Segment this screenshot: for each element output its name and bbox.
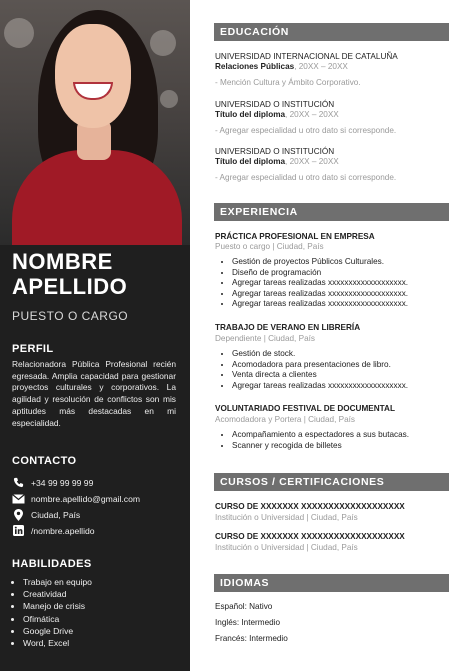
- job-tasks: [222, 430, 409, 451]
- skills-heading: HABILIDADES: [12, 558, 92, 570]
- job-subtitle: Puesto o cargo | Ciudad, País: [215, 242, 324, 251]
- contact-linkedin[interactable]: [12, 525, 95, 536]
- linkedin-icon: [12, 525, 25, 536]
- education-note: - Agregar especialidad u otro dato si corresponde.: [215, 173, 397, 182]
- education-degree: Relaciones Públicas, 20XX – 20XX: [215, 62, 348, 71]
- list-item: • Word, Excel: [23, 637, 92, 649]
- course-institution: Institución o Universidad | Ciudad, País: [215, 543, 358, 552]
- education-school: UNIVERSIDAD O INSTITUCIÓN: [215, 147, 335, 156]
- name-line-2: APELLIDO: [12, 274, 128, 299]
- list-item: • Gestión de proyectos Públicos Culturales.: [232, 257, 408, 268]
- education-heading: EDUCACIÓN: [214, 23, 449, 41]
- education-school: UNIVERSIDAD INTERNACIONAL DE CATALUÑA: [215, 52, 398, 61]
- job-title: PRÁCTICA PROFESIONAL EN EMPRESA: [215, 232, 375, 241]
- contact-linkedin-text: /nombre.apellido: [31, 525, 95, 536]
- profile-photo: [0, 0, 190, 245]
- profile-heading: PERFIL: [12, 343, 54, 355]
- location-pin-icon: [12, 509, 25, 520]
- list-item: • Diseño de programación: [232, 268, 408, 279]
- contact-phone: [12, 477, 93, 488]
- list-item: • Acomodadora para presentaciones de libro.: [232, 360, 408, 371]
- experience-heading: EXPERIENCIA: [214, 203, 449, 221]
- course-institution: Institución o Universidad | Ciudad, País: [215, 513, 358, 522]
- education-degree: Título del diploma, 20XX – 20XX: [215, 157, 339, 166]
- list-item: • Creatividad: [23, 588, 92, 600]
- job-tasks: [222, 257, 408, 310]
- envelope-icon: [12, 493, 25, 504]
- education-note: - Agregar especialidad u otro dato si corresponde.: [215, 126, 397, 135]
- candidate-name: [12, 249, 127, 299]
- contact-email-text: nombre.apellido@gmail.com: [31, 493, 141, 504]
- list-item: • Agregar tareas realizadas xxxxxxxxxxxxxxxxxxx.: [232, 381, 408, 392]
- language-item: Inglés: Intermedio: [215, 618, 281, 627]
- contact-heading: CONTACTO: [12, 455, 77, 467]
- list-item: • Agregar tareas realizadas xxxxxxxxxxxxxxxxxxx.: [232, 289, 408, 300]
- name-line-1: NOMBRE: [12, 249, 113, 274]
- list-item: • Manejo de crisis: [23, 600, 92, 612]
- job-title: TRABAJO DE VERANO EN LIBRERÍA: [215, 323, 361, 332]
- phone-icon: [12, 477, 25, 488]
- list-item: • Trabajo en equipo: [23, 576, 92, 588]
- language-item: Español: Nativo: [215, 602, 273, 611]
- contact-location: [12, 509, 80, 520]
- course-name: CURSO DE XXXXXXX XXXXXXXXXXXXXXXXXXX: [215, 532, 405, 541]
- list-item: • Ofimática: [23, 613, 92, 625]
- list-item: • Gestión de stock.: [232, 349, 408, 360]
- languages-heading: IDIOMAS: [214, 574, 449, 592]
- contact-phone-text: +34 99 99 99 99: [31, 477, 94, 488]
- list-item: • Scanner y recogida de billetes: [232, 441, 409, 452]
- list-item: • Acompañamiento a espectadores a sus butacas.: [232, 430, 409, 441]
- language-item: Francés: Intermedio: [215, 634, 288, 643]
- courses-heading: CURSOS / CERTIFICACIONES: [214, 473, 449, 491]
- right-column: [190, 0, 474, 671]
- skills-list: [12, 576, 92, 649]
- job-title: PUESTO O CARGO: [12, 309, 129, 323]
- profile-text: Relacionadora Pública Profesional recién egresada. Amplia capacidad para gestionar proyectos culturales y corporativos. La agilidad y resolución de conflictos son mis aptitudes más destacadas en mi especialidad.: [12, 359, 176, 428]
- list-item: • Agregar tareas realizadas xxxxxxxxxxxxxxxxxxx.: [232, 299, 408, 310]
- left-column: [0, 0, 190, 671]
- contact-email[interactable]: [12, 493, 140, 504]
- education-note: - Mención Cultura y Ámbito Corporativo.: [215, 78, 361, 87]
- list-item: • Google Drive: [23, 625, 92, 637]
- education-degree: Título del diploma, 20XX – 20XX: [215, 110, 339, 119]
- job-tasks: [222, 349, 408, 391]
- list-item: • Agregar tareas realizadas xxxxxxxxxxxxxxxxxxx.: [232, 278, 408, 289]
- education-school: UNIVERSIDAD O INSTITUCIÓN: [215, 100, 335, 109]
- job-subtitle: Dependiente | Ciudad, País: [215, 334, 315, 343]
- job-title: VOLUNTARIADO FESTIVAL DE DOCUMENTAL: [215, 404, 395, 413]
- job-subtitle: Acomodadora y Portera | Ciudad, País: [215, 415, 356, 424]
- contact-location-text: Ciudad, País: [31, 509, 81, 520]
- course-name: CURSO DE XXXXXXX XXXXXXXXXXXXXXXXXXX: [215, 502, 405, 511]
- list-item: • Venta directa a clientes: [232, 370, 408, 381]
